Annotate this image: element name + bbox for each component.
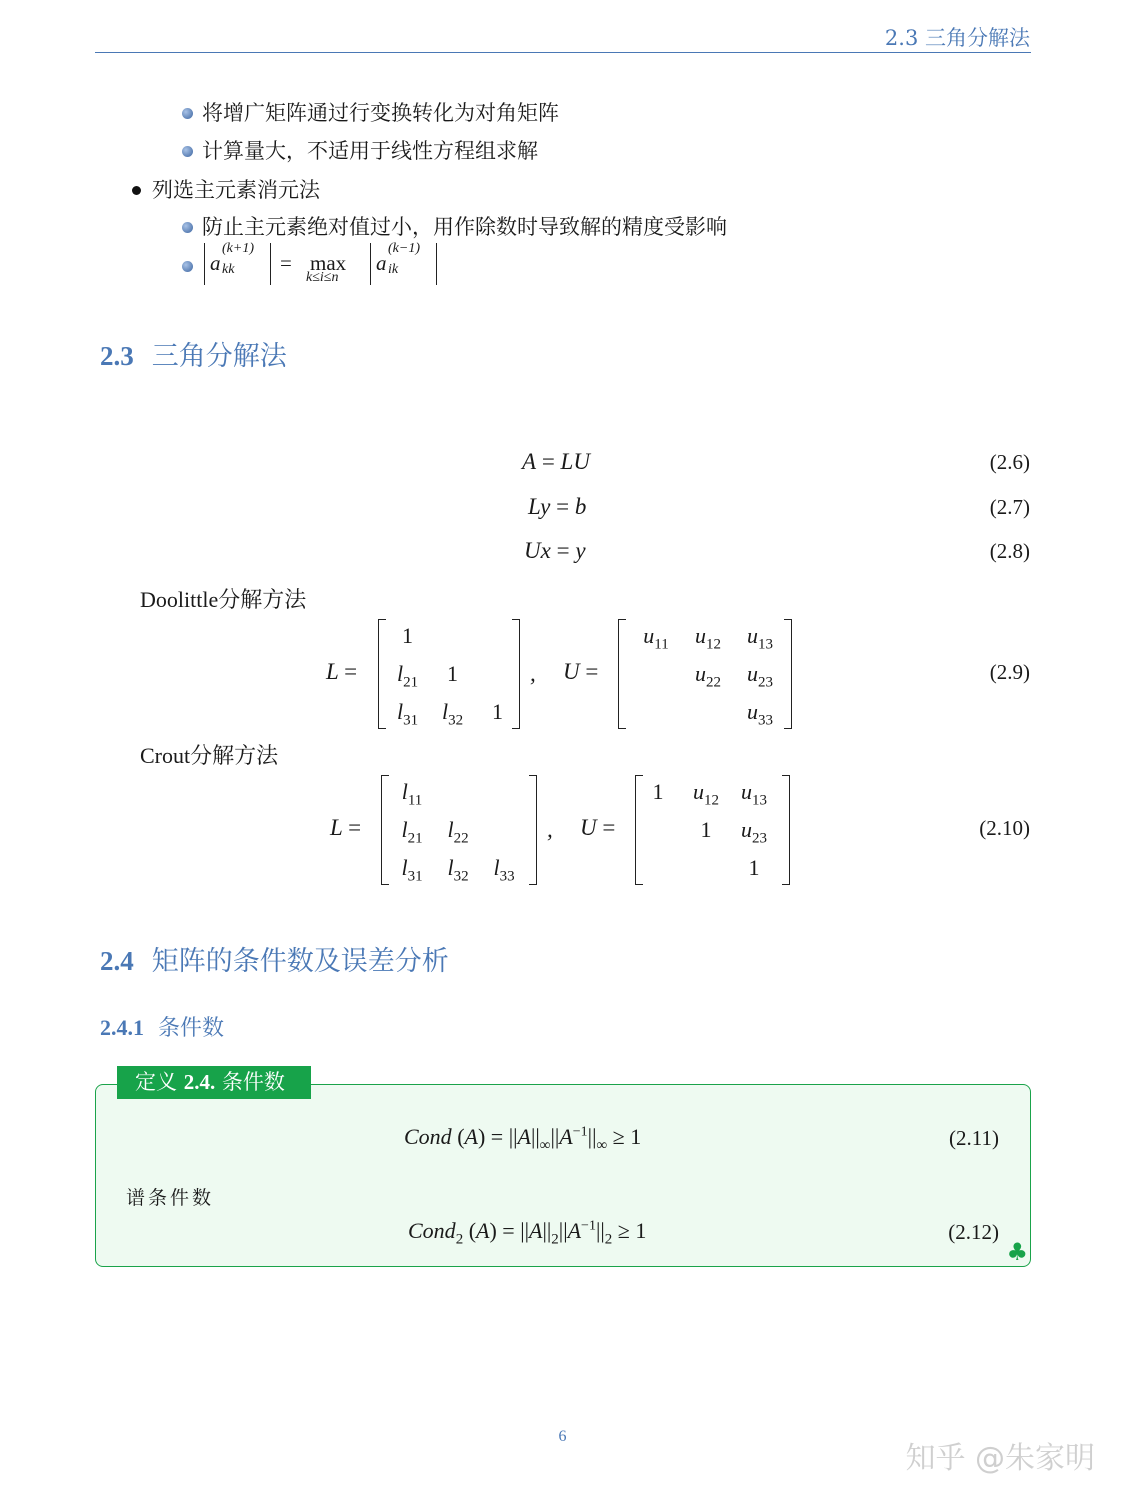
matrix-entry: $u_{12}$ (695, 623, 721, 653)
equation-2-8: Ux = y (524, 538, 586, 563)
matrix-entry: $u_{13}$ (747, 623, 773, 653)
bullet-text: 计算量大，不适用于线性方程组求解 (202, 139, 538, 163)
section-heading-2-3: 2.3 三角分解法 (100, 341, 287, 372)
section-heading-2-4: 2.4 矩阵的条件数及误差分析 (100, 946, 449, 977)
subsection-heading-2-4-1: 2.4.1 条件数 (100, 1015, 225, 1041)
matrix-entry: 1 (700, 817, 712, 842)
equation-2-12: Cond$_2$ $(A) = ||A||_2||A^{-1}||_2 \ge 1$ (408, 1218, 647, 1248)
matrix-entry: $l_{11}$ (401, 779, 423, 809)
bullet-dot-icon (182, 261, 193, 272)
watermark: 知乎 @朱家明 (905, 1441, 1095, 1476)
matrix-entry: $u_{22}$ (695, 661, 721, 691)
bullet-text: 防止主元素绝对值过小，用作除数时导致解的精度受影响 (202, 215, 727, 239)
matrix-entry: $l_{31}$ (396, 699, 419, 729)
running-head: 2.3 三角分解法 (884, 26, 1030, 50)
matrix-entry: $l_{31}$ (401, 855, 423, 885)
matrix-entry: $l_{21}$ (401, 817, 423, 847)
equation-number: (2.9) (989, 660, 1030, 684)
crout-equation: L = $l_{11}$ $l_{21}$ $l_{22}$ $l_{31}$ $l_{32}$ $l_{33}$ , U = 1 $u_{12}$ $u_{13}$ 1 $u_{23}$ 1 (0, 771, 1125, 886)
equation-2-6: A = LU (522, 449, 590, 474)
equation-number: (2.7) (989, 495, 1030, 519)
doolittle-label: Doolittle分解方法 (140, 587, 307, 612)
bullet-dot-icon (132, 186, 141, 195)
matrix-entry: $u_{23}$ (741, 817, 767, 847)
bullet-dot-icon (182, 222, 193, 233)
bullet-text: 列选主元素消元法 (152, 178, 320, 202)
matrix-entry: $u_{11}$ (643, 623, 669, 653)
bullet-text: 将增广矩阵通过行变换转化为对角矩阵 (202, 101, 559, 125)
matrix-entry: 1 (748, 855, 760, 880)
matrix-entry: $l_{33}$ (493, 855, 515, 885)
equation-2-11: Cond $(A) = ||A||_\infty||A^{-1}||_\infty \ge 1$ (404, 1124, 642, 1154)
equation-2-7: Ly = b (528, 494, 587, 519)
matrix-entry: $l_{22}$ (447, 817, 469, 847)
spectral-condition-label: 谱条件数 (126, 1187, 215, 1209)
bullet-dot-icon (182, 146, 193, 157)
matrix-entry: $u_{33}$ (747, 699, 773, 729)
definition-tag: 定义 2.4. 条件数 (117, 1066, 311, 1099)
matrix-entry: 1 (492, 699, 503, 724)
equation-number: (2.6) (989, 450, 1030, 474)
matrix-entry: $u_{12}$ (693, 779, 719, 809)
equation-number: (2.11) (949, 1126, 999, 1150)
matrix-entry: $u_{13}$ (741, 779, 767, 809)
equation-number: (2.8) (989, 539, 1030, 563)
crout-label: Crout分解方法 (140, 743, 279, 768)
matrix-entry: $u_{23}$ (747, 661, 773, 691)
matrix-entry: 1 (402, 623, 413, 648)
matrix-entry: 1 (652, 779, 664, 804)
equation-number: (2.12) (948, 1220, 999, 1244)
doolittle-equation: L = 1 $l_{21}$ 1 $l_{31}$ $l_{32}$ 1 , U = $u_{11}$ $u_{12}$ $u_{13}$ $u_{22}$ $u_{23}$ $u_{33}$ (0, 615, 1125, 730)
page-number: 6 (558, 1428, 567, 1445)
matrix-entry: $l_{32}$ (447, 855, 469, 885)
matrix-entry: $l_{21}$ (396, 661, 419, 691)
header-rule (95, 52, 1031, 53)
bullet-dot-icon (182, 108, 193, 119)
matrix-entry: $l_{32}$ (441, 699, 464, 729)
equation-number: (2.10) (979, 816, 1030, 840)
club-icon: ♣ (1006, 1238, 1028, 1266)
matrix-entry: 1 (447, 661, 458, 686)
